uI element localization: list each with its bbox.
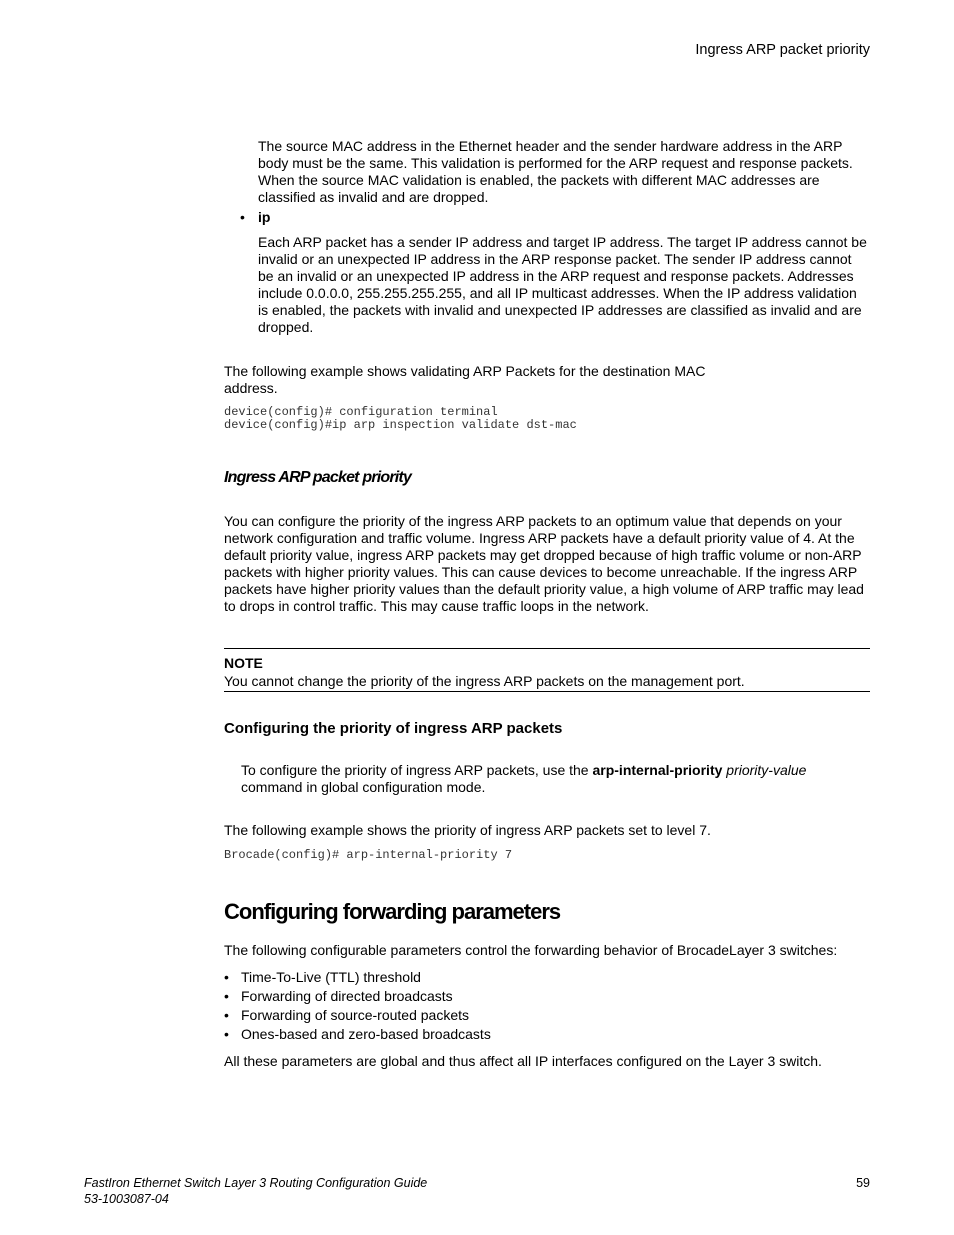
configuring-priority-heading: Configuring the priority of ingress ARP packets	[224, 720, 563, 737]
example1-intro: The following example shows validating ARP Packets for the destination MAC address.	[224, 363, 706, 396]
example2-intro: The following example shows the priority of ingress ARP packets set to level 7.	[224, 822, 711, 838]
forwarding-section-heading: Configuring forwarding parameters	[224, 899, 561, 924]
step-suffix: command in global configuration mode.	[241, 779, 486, 795]
footer-page-number: 59	[856, 1176, 870, 1190]
note-bottom-rule	[224, 691, 870, 692]
forwarding-intro: The following configurable parameters control the forwarding behavior of BrocadeLayer 3 switches:	[224, 942, 838, 958]
running-header: Ingress ARP packet priority	[695, 42, 870, 58]
ingress-section-heading: Ingress ARP packet priority	[224, 469, 412, 486]
step-prefix: To configure the priority of ingress ARP packets, use the	[241, 762, 593, 778]
list-item: • Ones-based and zero-based broadcasts	[224, 1026, 491, 1042]
example2-code: Brocade(config)# arp-internal-priority 7	[224, 848, 513, 862]
note-text: You cannot change the priority of the ingress ARP packets on the management port.	[224, 673, 745, 689]
ip-description: Each ARP packet has a sender IP address and target IP address. The target IP address cannot be invalid or an unexpected IP address in the ARP response packet. The sender IP address cannot be an invalid or an unexpected IP address in the ARP request and response packets. Addresses include 0.0.0.0, 255.255.255.255, and all IP multicast addresses. When the IP address validation is enabled, the packets with invalid and unexpected IP addresses are classified as invalid and are dropped.	[258, 234, 867, 335]
note-label: NOTE	[224, 655, 263, 671]
mac-description: The source MAC address in the Ethernet header and the sender hardware address in the ARP body must be the same. This validation is performed for the ARP request and response packets. When the source MAC validation is enabled, the packets with different MAC addresses are classified as invalid and are dropped.	[258, 138, 853, 205]
footer-doc-number: 53-1003087-04	[84, 1192, 169, 1206]
ingress-section-body: You can configure the priority of the ingress ARP packets to an optimum value that depends on your network configuration and traffic volume. Ingress ARP packets have a default priority value of 4. At the default priority value, ingress ARP packets may get dropped because of high traffic volume or non-ARP packets with higher priority values. This can cause devices to become unreachable. If the ingress ARP packets have higher priority values than the default priority value, a high volume of ARP traffic may lead to drops in control traffic. This may cause traffic loops in the network.	[224, 513, 864, 614]
forwarding-parameter-list	[224, 968, 870, 1044]
forwarding-outro: All these parameters are global and thus affect all IP interfaces configured on the Layer 3 switch.	[224, 1053, 822, 1069]
ip-bullet-marker: •	[240, 209, 245, 225]
list-item: • Forwarding of directed broadcasts	[224, 988, 453, 1004]
ip-bullet-label: ip	[258, 209, 271, 225]
list-item: • Time-To-Live (TTL) threshold	[224, 969, 421, 985]
note-top-rule	[224, 648, 870, 649]
footer-guide-title: FastIron Ethernet Switch Layer 3 Routing Configuration Guide	[84, 1176, 428, 1190]
command-argument: priority-value	[726, 762, 807, 778]
example1-code: device(config)# configuration terminal device(config)#ip arp inspection validate dst-mac	[224, 405, 577, 432]
command-name: arp-internal-priority	[592, 762, 723, 778]
list-item: • Forwarding of source-routed packets	[224, 1007, 469, 1023]
configuring-priority-step	[241, 762, 870, 796]
